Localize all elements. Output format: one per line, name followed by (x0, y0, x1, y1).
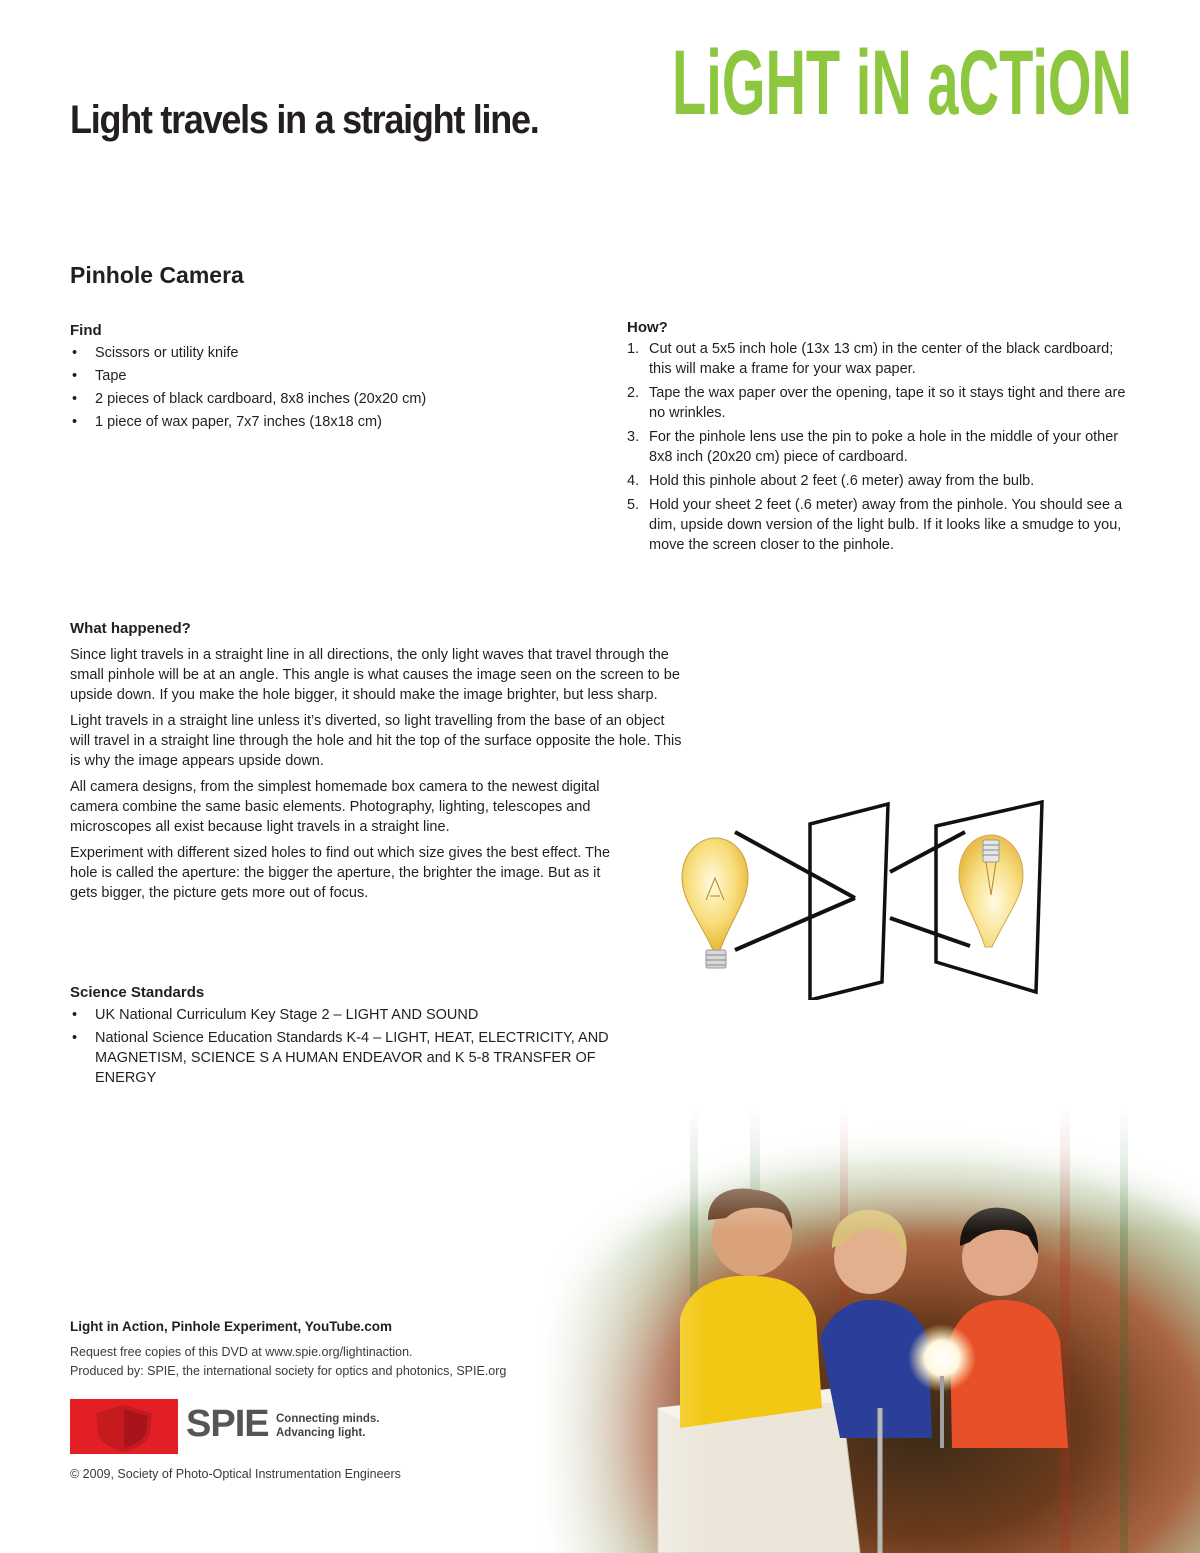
kids-experiment-photo (540, 1108, 1200, 1553)
explanation-paragraph: Experiment with different sized holes to find out which size gives the best effect. The hole is called the aperture: the bigger the aperture, the brighter the image. But as it gets bigger, the picture gets more out of focus. (70, 845, 611, 901)
how-heading: How? (627, 319, 668, 336)
light-ray (890, 832, 965, 872)
request-copies-text: Request free copies of this DVD at www.spie.org/lightinaction. (70, 1345, 413, 1359)
spie-logo-text: SPIE (186, 1403, 269, 1445)
how-step: 3. For the pinhole lens use the pin to poke a hole in the middle of your other 8x8 inch (20x20 cm) piece of cardboard. (627, 429, 1119, 465)
explanation-paragraph: Since light travels in a straight line in all directions, the only light waves that travel through the small pinhole will be at an angle. This angle is what causes the image seen on the screen to be upside down. If you make the hole bigger, it should make the image brighter, but less sharp. (70, 647, 680, 703)
what-happened-section (70, 620, 682, 909)
section-title: Pinhole Camera (70, 262, 244, 288)
standard-item: • National Science Education Standards K-4 – LIGHT, HEAT, ELECTRICITY, AND MAGNETISM, SCIENCE S A HUMAN ENDEAVOR and K 5-8 TRANSFER OF ENERGY (70, 1028, 630, 1088)
copyright-text: © 2009, Society of Photo-Optical Instrumentation Engineers (70, 1467, 401, 1481)
page-headline: Light travels in a straight line. (70, 98, 539, 142)
find-item: • Tape (70, 366, 550, 386)
standards-heading: Science Standards (70, 984, 205, 1001)
explanation-paragraph: All camera designs, from the simplest homemade box camera to the newest digital camera combine the same basic elements. Photography, lighting, telescopes and microscopes all exist because light travels in a straight line. (70, 779, 600, 835)
shield-icon (70, 1399, 178, 1454)
find-section (70, 322, 550, 435)
spie-logo-block (70, 1399, 178, 1454)
explanation-paragraph: Light travels in a straight line unless it’s diverted, so light travelling from the base of an object will travel in a straight line through the hole and hit the top of the surface opposite the hole. This is why the image appears upside down. (70, 713, 682, 769)
how-step: 1. Cut out a 5x5 inch hole (13x 13 cm) in the center of the black cardboard; this will make a frame for your wax paper. (627, 341, 1114, 377)
how-step: 5. Hold your sheet 2 feet (.6 meter) away from the pinhole. You should see a dim, upside down version of the light bulb. If it looks like a smudge to you, move the screen closer to the pinhole. (627, 497, 1123, 553)
how-step: 4. Hold this pinhole about 2 feet (.6 meter) away from the bulb. (627, 473, 1035, 489)
find-item: • 1 piece of wax paper, 7x7 inches (18x18 cm) (70, 412, 550, 432)
light-in-action-logo (672, 42, 1134, 142)
find-list (70, 343, 550, 432)
brand-wordmark: LiGHT iN aCTiON (672, 42, 1132, 134)
standards-section (70, 984, 630, 1091)
how-steps (627, 339, 1137, 555)
light-ray (735, 832, 855, 898)
how-section (627, 319, 1137, 559)
footer-credit: Light in Action, Pinhole Experiment, YouTube.com (70, 1319, 393, 1334)
produced-by-text: Produced by: SPIE, the international society for optics and photonics, SPIE.org (70, 1364, 507, 1378)
find-item: • 2 pieces of black cardboard, 8x8 inches (20x20 cm) (70, 389, 550, 409)
how-step: 2. Tape the wax paper over the opening, tape it so it stays tight and there are no wrinkles. (627, 385, 1126, 421)
light-ray (890, 918, 970, 946)
standard-item: • UK National Curriculum Key Stage 2 – LIGHT AND SOUND (70, 1005, 630, 1025)
standards-list (70, 1005, 630, 1088)
spie-tagline: Connecting minds. Advancing light. (276, 1413, 380, 1439)
what-happened-heading: What happened? (70, 620, 191, 637)
light-ray (735, 898, 855, 950)
find-heading: Find (70, 322, 102, 339)
find-item: • Scissors or utility knife (70, 343, 550, 363)
pinhole-diagram (680, 800, 1050, 1000)
